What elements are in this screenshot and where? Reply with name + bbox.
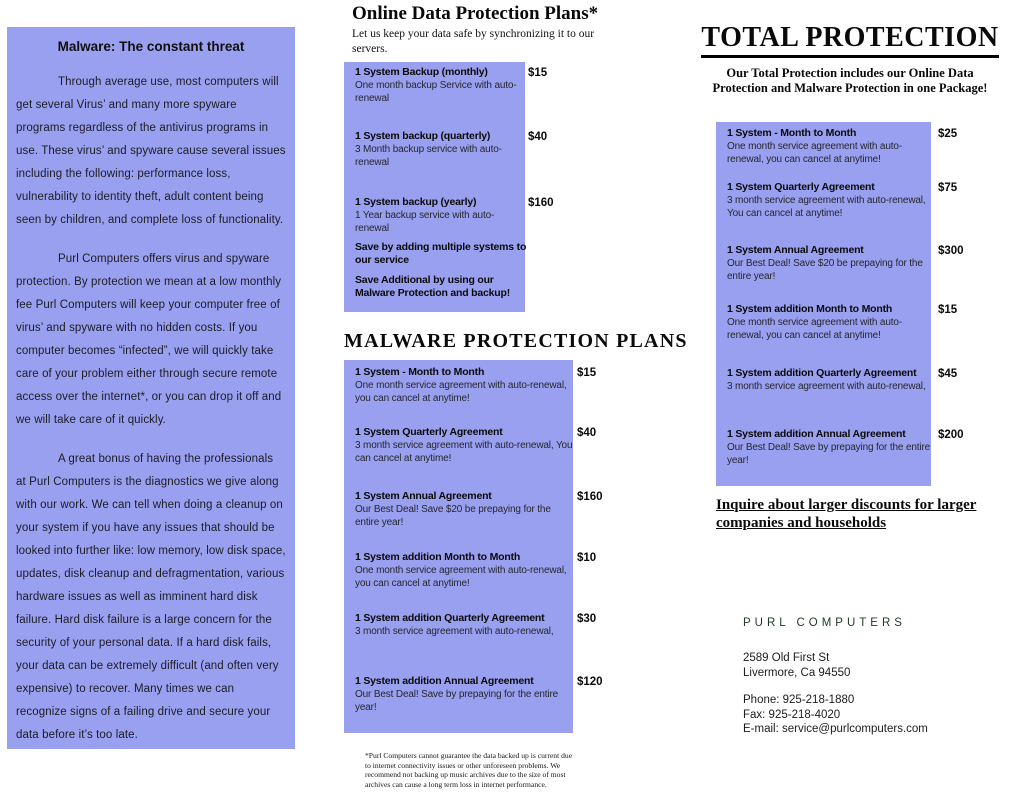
plan-item-price: $200 (938, 429, 964, 441)
plan-item-desc: One month backup Service with auto-renewal (355, 80, 517, 104)
total-protection-section (716, 122, 991, 486)
panel-paragraph-1: Through average use, most computers will get several Virus’ and many more spyware programs regardless of the antivirus programs in use. These virus’ and spyware cause several issues including the following: performance loss, vulnerability to identity theft, adult content being seen by children, and complete loss of functionality. (16, 76, 286, 226)
plan-item-title: 1 System backup (yearly) (355, 196, 477, 208)
plan-item-price: $10 (577, 552, 597, 564)
plan-note: Save Additional by using our Malware Protection and backup! (355, 274, 511, 299)
plan-item-title: 1 System addition Annual Agreement (355, 675, 534, 687)
plan-item (344, 612, 639, 639)
plan-item-desc: Our Best Deal! Save by prepaying for the entire year! (355, 689, 559, 713)
contact-address-line1: 2589 Old First St (743, 652, 830, 664)
plan-item-price: $40 (528, 131, 548, 143)
plan-item-price: $15 (577, 367, 597, 379)
total-protection-title: TOTAL PROTECTION (701, 22, 998, 58)
malware-threat-panel (7, 27, 295, 749)
plan-item-desc: One month service agreement with auto-renewal, you can cancel at anytime! (355, 380, 567, 404)
plan-item-price: $45 (938, 368, 958, 380)
panel-paragraph-3: A great bonus of having the professionals at Purl Computers is the diagnostics we give along with our work. We can tell when doing a cleanup on your system if you have any issues that should be looked into further like: low memory, low disk space, updates, disk cleanup and defragmentation, various hardware issues as well as imminent hard disk failure. Hard disk failure is a large concern for the security of your personal data. If a hard disk fails, your data can be extremely difficult (and often very expensive) to recover. Many times we can recognize signs of a failing drive and secure your data before it’s too late. (16, 453, 286, 741)
plan-item (716, 367, 991, 394)
plan-item-desc: 3 Month backup service with auto-renewal (355, 144, 502, 168)
plan-item-title: 1 System - Month to Month (727, 127, 857, 139)
plan-item-desc: Our Best Deal! Save $20 be prepaying for the entire year! (727, 258, 923, 282)
plan-item-desc: One month service agreement with auto-renewal, you can cancel at anytime! (727, 141, 902, 165)
inquire-discounts-note: Inquire about larger discounts for larger companies and households (716, 497, 977, 531)
malware-plans-section (344, 360, 639, 733)
plan-item (716, 244, 991, 283)
plan-item-desc: One month service agreement with auto-renewal, you can cancel at anytime! (355, 565, 567, 589)
plan-item-desc: One month service agreement with auto-renewal, you can cancel at anytime! (727, 317, 902, 341)
plan-item-title: 1 System addition Annual Agreement (727, 428, 906, 440)
plan-item (344, 675, 639, 714)
plan-item-title: 1 System addition Month to Month (727, 303, 893, 315)
plan-item-price: $300 (938, 245, 964, 257)
contact-phone: Phone: 925-218-1880 (743, 694, 855, 706)
plan-item-price: $120 (577, 676, 603, 688)
plan-item-desc: Our Best Deal! Save by prepaying for the entire year! (727, 442, 931, 466)
plan-item-price: $25 (938, 128, 958, 140)
malware-plans-title: MALWARE PROTECTION PLANS (344, 330, 688, 352)
contact-block (743, 617, 928, 737)
plan-item-title: 1 System - Month to Month (355, 366, 485, 378)
contact-address-line2: Livermore, Ca 94550 (743, 666, 851, 679)
plan-item-desc: 1 Year backup service with auto-renewal (355, 210, 495, 234)
online-plans-subtitle: Let us keep your data safe by synchronizing it to our servers. (352, 28, 595, 55)
plan-item-desc: 3 month service agreement with auto-renewal, (727, 381, 926, 392)
plan-item-price: $15 (938, 304, 958, 316)
plan-item (716, 428, 991, 467)
plan-item-desc: Our Best Deal! Save $20 be prepaying for the entire year! (355, 504, 551, 528)
plan-item-desc: 3 month service agreement with auto-renewal, You can cancel at anytime! (727, 195, 926, 219)
backup-disclaimer-footnote: *Purl Computers cannot guarantee the data backed up is current due to internet connectivity issues or other unforeseen problems. We recommend not backing up music archives due to the size of most archives can cause a long term loss in internet performance. (365, 751, 573, 789)
plan-item-title: 1 System addition Quarterly Agreement (727, 367, 917, 379)
plan-item-title: 1 System Quarterly Agreement (727, 181, 875, 193)
plan-item (716, 181, 991, 220)
plan-item-desc: 3 month service agreement with auto-renewal, You can cancel at anytime! (355, 440, 573, 464)
plan-item (344, 366, 639, 405)
contact-email: E-mail: service@purlcomputers.com (743, 723, 928, 736)
plan-item (344, 130, 589, 169)
plan-item-title: 1 System Annual Agreement (355, 490, 492, 502)
plan-item (344, 551, 639, 590)
online-plans-title: Online Data Protection Plans* (352, 3, 599, 24)
total-protection-title-wrap (700, 22, 1000, 58)
plan-item-desc: 3 month service agreement with auto-renewal, (355, 626, 554, 637)
total-protection-intro: Our Total Protection includes our Online Data Protection and Malware Protection in one Package! (712, 66, 988, 95)
contact-company-name: PURL COMPUTERS (743, 617, 906, 629)
plan-item (344, 490, 639, 529)
plan-item (344, 426, 639, 465)
plan-item-price: $30 (577, 613, 597, 625)
plan-item-title: 1 System Annual Agreement (727, 244, 864, 256)
plan-item (716, 127, 991, 166)
panel-paragraph-2: Purl Computers offers virus and spyware protection. By protection we mean at a low monthly fee Purl Computers will keep your computer free of virus’ and spyware with no hidden costs. If you computer becomes “infected”, we will quickly take care of your problem either through secure remote access over the internet*, or you can drop it off and we will take care of it quickly. (16, 253, 282, 426)
plan-item-title: 1 System addition Month to Month (355, 551, 521, 563)
plan-note: Save by adding multiple systems to our service (355, 241, 527, 266)
contact-fax: Fax: 925-218-4020 (743, 708, 841, 721)
plan-item-title: 1 System backup (quarterly) (355, 130, 491, 142)
panel-title: Malware: The constant threat (57, 39, 245, 54)
plan-item (344, 196, 589, 235)
plan-item-title: 1 System Backup (monthly) (355, 66, 488, 78)
plan-item-price: $40 (577, 427, 597, 439)
plan-item-price: $160 (528, 197, 554, 209)
plan-item-title: 1 System addition Quarterly Agreement (355, 612, 545, 624)
plan-item-price: $75 (938, 182, 958, 194)
plan-item (344, 66, 589, 105)
plan-item-price: $160 (577, 491, 603, 503)
plan-item (716, 303, 991, 342)
plan-item-price: $15 (528, 67, 548, 79)
plan-item-title: 1 System Quarterly Agreement (355, 426, 503, 438)
online-plans-section (344, 62, 589, 312)
